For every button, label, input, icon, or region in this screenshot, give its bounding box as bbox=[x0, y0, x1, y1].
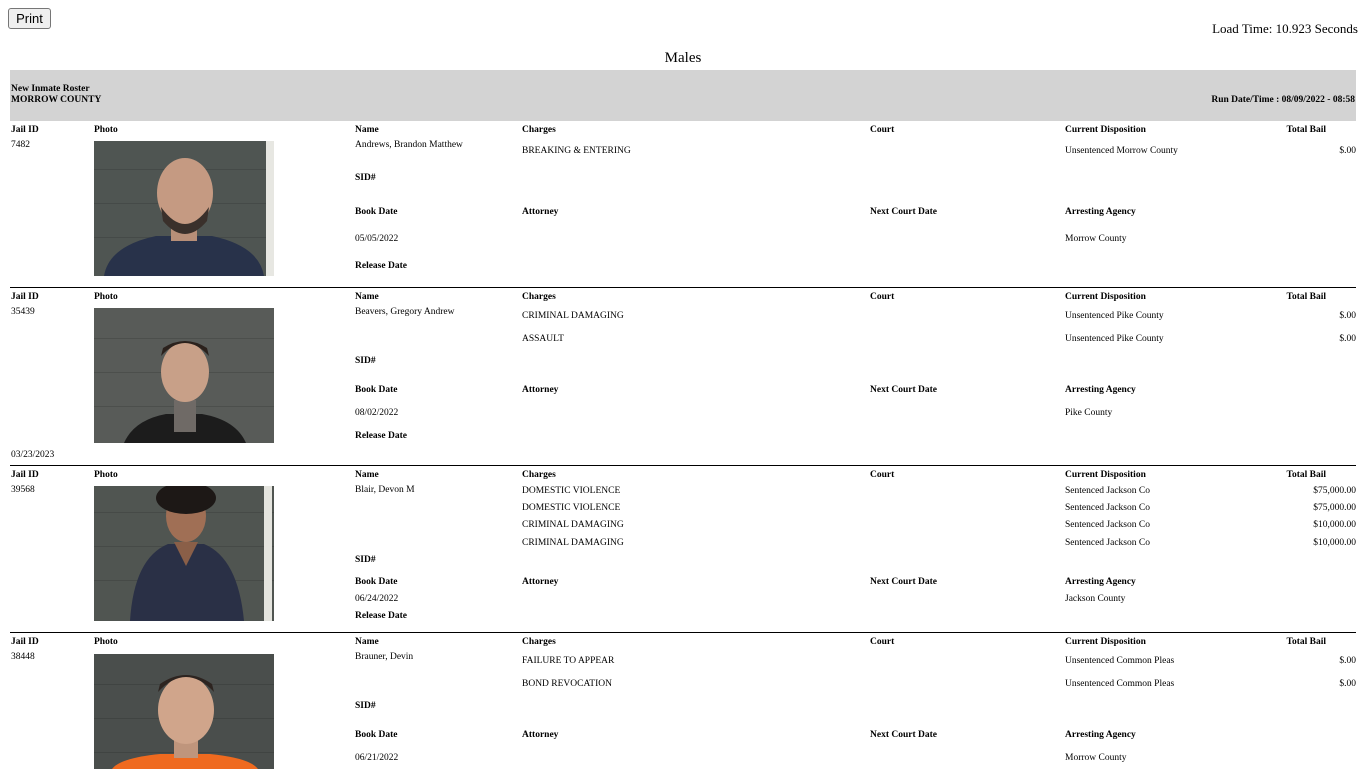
inmate-photo bbox=[94, 654, 274, 769]
book-date: 05/05/2022 bbox=[355, 234, 399, 244]
charges-label: Charges bbox=[522, 292, 556, 302]
inmate-name: Blair, Devon M bbox=[355, 485, 415, 495]
page-heading: Males bbox=[664, 50, 702, 66]
book-date-label: Book Date bbox=[355, 385, 398, 395]
disposition: Sentenced Jackson Co bbox=[1065, 520, 1150, 530]
charges-label: Charges bbox=[522, 125, 556, 135]
charge: DOMESTIC VIOLENCE bbox=[522, 503, 621, 513]
bail-amount: $75,000.00 bbox=[1313, 503, 1356, 513]
inmate-name: Andrews, Brandon Matthew bbox=[355, 140, 463, 150]
court-label: Court bbox=[870, 470, 895, 480]
inmate-record bbox=[10, 465, 1356, 633]
photo-label: Photo bbox=[94, 470, 118, 480]
arresting-agency-label: Arresting Agency bbox=[1065, 385, 1136, 395]
book-date-label: Book Date bbox=[355, 577, 398, 587]
bail-amount: $.00 bbox=[1339, 656, 1356, 666]
charge: ASSAULT bbox=[522, 334, 564, 344]
inmate-name: Brauner, Devin bbox=[355, 652, 414, 662]
release-date-label: Release Date bbox=[355, 431, 407, 441]
bail-amount: $.00 bbox=[1339, 679, 1356, 689]
charges-label: Charges bbox=[522, 470, 556, 480]
attorney-label: Attorney bbox=[522, 730, 559, 740]
charge: CRIMINAL DAMAGING bbox=[522, 311, 624, 321]
charge: FAILURE TO APPEAR bbox=[522, 656, 615, 666]
disposition: Unsentenced Pike County bbox=[1065, 311, 1164, 321]
report-county: MORROW COUNTY bbox=[11, 95, 102, 105]
sid-label: SID# bbox=[355, 555, 376, 565]
disposition: Sentenced Jackson Co bbox=[1065, 538, 1150, 548]
disposition: Unsentenced Common Pleas bbox=[1065, 679, 1175, 689]
charge: CRIMINAL DAMAGING bbox=[522, 520, 624, 530]
arresting-agency: Pike County bbox=[1065, 408, 1113, 418]
next-court-date-label: Next Court Date bbox=[870, 385, 938, 395]
total-bail-label: Total Bail bbox=[1286, 470, 1326, 480]
current-disposition-label: Current Disposition bbox=[1065, 470, 1146, 480]
name-label: Name bbox=[355, 125, 379, 135]
charges-label: Charges bbox=[522, 637, 556, 647]
next-court-date-label: Next Court Date bbox=[870, 577, 938, 587]
jail-id: 35439 bbox=[11, 307, 35, 317]
inmate-photo bbox=[94, 141, 274, 276]
current-disposition-label: Current Disposition bbox=[1065, 637, 1146, 647]
jail-id-label: Jail ID bbox=[11, 470, 39, 480]
court-label: Court bbox=[870, 637, 895, 647]
arresting-agency-label: Arresting Agency bbox=[1065, 577, 1136, 587]
report-header bbox=[10, 70, 1356, 121]
current-disposition-label: Current Disposition bbox=[1065, 125, 1146, 135]
jail-id-label: Jail ID bbox=[11, 637, 39, 647]
total-bail-label: Total Bail bbox=[1286, 292, 1326, 302]
attorney-label: Attorney bbox=[522, 207, 559, 217]
disposition: Unsentenced Common Pleas bbox=[1065, 656, 1175, 666]
inmate-record bbox=[10, 632, 1356, 769]
inmate-name: Beavers, Gregory Andrew bbox=[355, 307, 455, 317]
charge: DOMESTIC VIOLENCE bbox=[522, 486, 621, 496]
bail-amount: $.00 bbox=[1339, 311, 1356, 321]
name-label: Name bbox=[355, 292, 379, 302]
inmate-photo bbox=[94, 486, 274, 621]
jail-id: 38448 bbox=[11, 652, 35, 662]
next-court-date-label: Next Court Date bbox=[870, 207, 938, 217]
charge: BREAKING & ENTERING bbox=[522, 146, 631, 156]
print-button[interactable]: Print bbox=[8, 8, 51, 29]
release-date: 03/23/2023 bbox=[11, 450, 55, 460]
arresting-agency: Morrow County bbox=[1065, 234, 1127, 244]
sid-label: SID# bbox=[355, 173, 376, 183]
book-date: 08/02/2022 bbox=[355, 408, 399, 418]
bail-amount: $75,000.00 bbox=[1313, 486, 1356, 496]
run-datetime: Run Date/Time : 08/09/2022 - 08:58 bbox=[1211, 95, 1355, 105]
name-label: Name bbox=[355, 470, 379, 480]
current-disposition-label: Current Disposition bbox=[1065, 292, 1146, 302]
load-time: Load Time: 10.923 Seconds bbox=[1212, 21, 1358, 36]
court-label: Court bbox=[870, 292, 895, 302]
inmate-record bbox=[10, 121, 1356, 287]
bail-amount: $10,000.00 bbox=[1313, 538, 1356, 548]
report-title: New Inmate Roster bbox=[11, 84, 90, 94]
release-date-label: Release Date bbox=[355, 611, 407, 621]
disposition: Sentenced Jackson Co bbox=[1065, 503, 1150, 513]
release-date-label: Release Date bbox=[355, 261, 407, 271]
photo-label: Photo bbox=[94, 125, 118, 135]
disposition: Unsentenced Pike County bbox=[1065, 334, 1164, 344]
attorney-label: Attorney bbox=[522, 577, 559, 587]
attorney-label: Attorney bbox=[522, 385, 559, 395]
book-date: 06/24/2022 bbox=[355, 594, 399, 604]
sid-label: SID# bbox=[355, 356, 376, 366]
arresting-agency: Jackson County bbox=[1065, 594, 1126, 604]
bail-amount: $.00 bbox=[1339, 146, 1356, 156]
bail-amount: $.00 bbox=[1339, 334, 1356, 344]
jail-id: 7482 bbox=[11, 140, 30, 150]
jail-id-label: Jail ID bbox=[11, 125, 39, 135]
sid-label: SID# bbox=[355, 701, 376, 711]
arresting-agency-label: Arresting Agency bbox=[1065, 207, 1136, 217]
book-date: 06/21/2022 bbox=[355, 753, 399, 763]
disposition: Sentenced Jackson Co bbox=[1065, 486, 1150, 496]
book-date-label: Book Date bbox=[355, 207, 398, 217]
disposition: Unsentenced Morrow County bbox=[1065, 146, 1178, 156]
total-bail-label: Total Bail bbox=[1286, 125, 1326, 135]
arresting-agency: Morrow County bbox=[1065, 753, 1127, 763]
name-label: Name bbox=[355, 637, 379, 647]
next-court-date-label: Next Court Date bbox=[870, 730, 938, 740]
court-label: Court bbox=[870, 125, 895, 135]
book-date-label: Book Date bbox=[355, 730, 398, 740]
bail-amount: $10,000.00 bbox=[1313, 520, 1356, 530]
inmate-photo bbox=[94, 308, 274, 443]
report-title-block bbox=[11, 84, 101, 106]
total-bail-label: Total Bail bbox=[1286, 637, 1326, 647]
jail-id-label: Jail ID bbox=[11, 292, 39, 302]
arresting-agency-label: Arresting Agency bbox=[1065, 730, 1136, 740]
photo-label: Photo bbox=[94, 292, 118, 302]
charge: CRIMINAL DAMAGING bbox=[522, 538, 624, 548]
charge: BOND REVOCATION bbox=[522, 679, 612, 689]
inmate-record bbox=[10, 287, 1356, 465]
photo-label: Photo bbox=[94, 637, 118, 647]
jail-id: 39568 bbox=[11, 485, 35, 495]
